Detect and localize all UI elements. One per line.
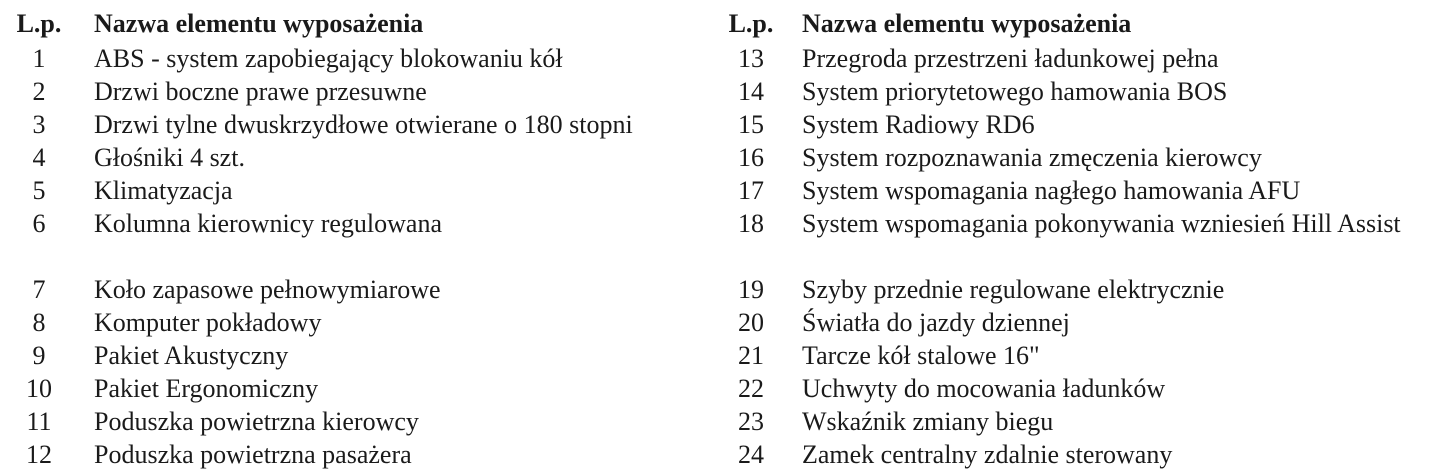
item-name: ABS - system zapobiegający blokowaniu kół [94,44,563,73]
list-item [712,273,1440,306]
list-item [0,273,712,306]
list-item [712,438,1440,471]
list-item [0,174,712,207]
item-number: 7 [32,275,46,304]
item-name: System priorytetowego hamowania BOS [802,77,1228,106]
list-item [0,207,712,273]
item-name: Tarcze kół stalowe 16" [802,341,1040,370]
list-item [0,405,712,438]
header-number-label: L.p. [16,9,62,38]
item-name: Zamek centralny zdalnie sterowany [802,440,1173,469]
item-name: Uchwyty do mocowania ładunków [802,374,1166,403]
item-number: 10 [26,374,52,403]
item-number: 19 [738,275,764,304]
list-item [712,306,1440,339]
item-name: Pakiet Akustyczny [94,341,289,370]
list-item [712,207,1440,273]
header-name-label: Nazwa elementu wyposażenia [802,9,1132,38]
item-number: 24 [738,440,764,469]
item-name: Poduszka powietrzna kierowcy [94,407,419,436]
equipment-list-right [712,6,1440,471]
item-name: Światła do jazdy dziennej [802,308,1070,337]
item-name: System rozpoznawania zmęczenia kierowcy [802,143,1262,172]
item-name: Kolumna kierownicy regulowana [94,209,443,238]
list-item [0,339,712,372]
list-item [0,438,712,471]
item-name: System wspomagania pokonywania wzniesień Hill Assist [802,209,1401,238]
list-item [0,141,712,174]
item-number: 9 [32,341,46,370]
item-number: 15 [738,110,764,139]
item-name: Pakiet Ergonomiczny [94,374,319,403]
item-number: 8 [32,308,46,337]
list-item [712,141,1440,174]
item-number: 2 [32,77,46,106]
item-number: 4 [32,143,46,172]
item-number: 5 [32,176,46,205]
item-number: 23 [738,407,764,436]
item-name: Drzwi boczne prawe przesuwne [94,77,427,106]
list-item [0,108,712,141]
item-number: 1 [32,44,46,73]
list-item [712,405,1440,438]
list-item [712,174,1440,207]
list-header-left [0,6,712,42]
item-name: System Radiowy RD6 [802,110,1035,139]
list-item [0,42,712,75]
item-number: 17 [738,176,764,205]
item-name: Przegroda przestrzeni ładunkowej pełna [802,44,1219,73]
header-name-label: Nazwa elementu wyposażenia [94,9,424,38]
item-name: Klimatyzacja [94,176,233,205]
list-item [712,75,1440,108]
item-number: 22 [738,374,764,403]
item-name: Komputer pokładowy [94,308,322,337]
list-item [0,372,712,405]
item-number: 13 [738,44,764,73]
item-number: 14 [738,77,764,106]
list-item [712,108,1440,141]
item-name: Szyby przednie regulowane elektrycznie [802,275,1225,304]
list-header-right [712,6,1440,42]
item-name: System wspomagania nagłego hamowania AFU [802,176,1301,205]
list-item [712,372,1440,405]
item-name: Koło zapasowe pełnowymiarowe [94,275,441,304]
item-number: 20 [738,308,764,337]
list-item [712,42,1440,75]
list-item [0,306,712,339]
item-number: 16 [738,143,764,172]
item-name: Wskaźnik zmiany biegu [802,407,1054,436]
list-item [0,75,712,108]
list-item [712,339,1440,372]
item-number: 18 [738,209,764,238]
item-number: 21 [738,341,764,370]
header-number-label: L.p. [728,9,774,38]
item-number: 11 [26,407,52,436]
item-name: Poduszka powietrzna pasażera [94,440,412,469]
item-name: Drzwi tylne dwuskrzydłowe otwierane o 180 stopni [94,110,633,139]
equipment-list-left [0,6,712,471]
item-number: 3 [32,110,46,139]
item-number: 12 [26,440,52,469]
item-number: 6 [32,209,46,238]
item-name: Głośniki 4 szt. [94,143,245,172]
